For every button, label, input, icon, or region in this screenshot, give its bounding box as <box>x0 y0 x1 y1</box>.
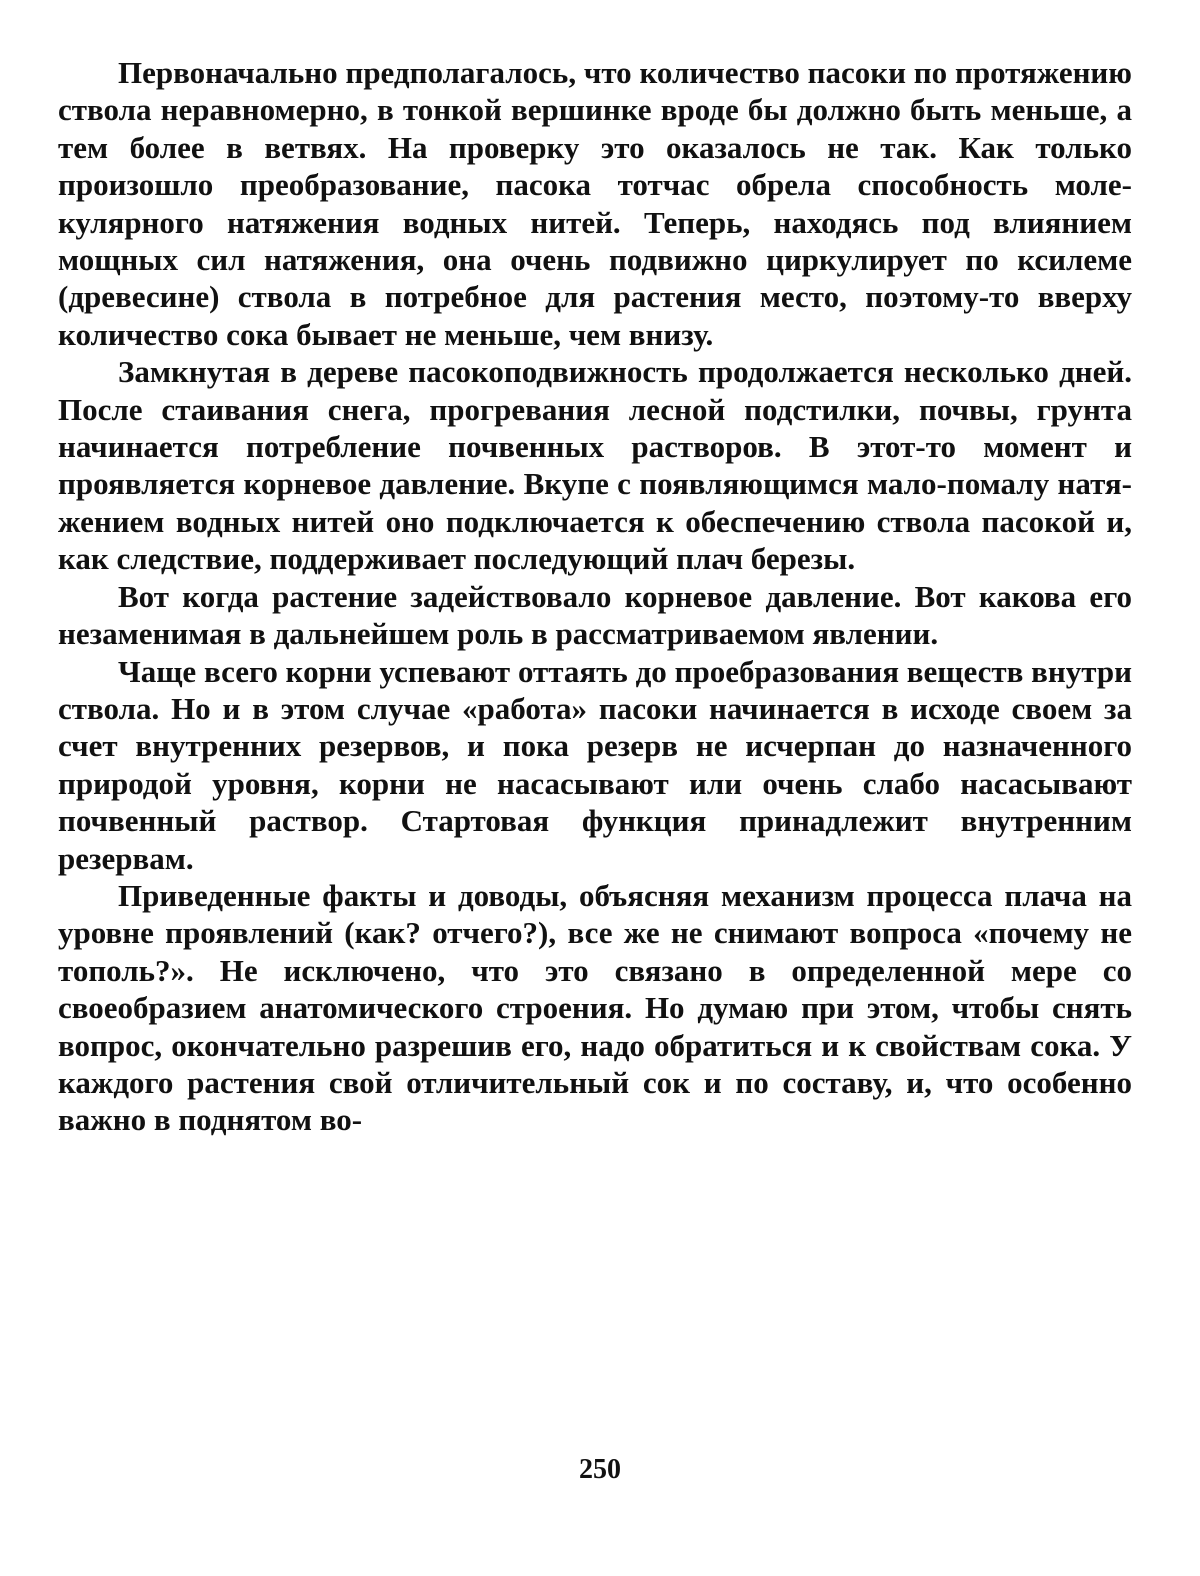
paragraph-4: Чаще всего корни успевают оттаять до проебразования веществ внутри ствола. Но и в этом случае «работа» пасоки начинается в исходе своем за счет внутренних резервов, и пока резерв не исчерпан до назначенного природой уровня, корни не насасывают или очень слабо насасывают почвенный раствор. Стартовая функция принадлежит внутренним резервам. <box>58 653 1132 876</box>
paragraph-2: Замкнутая в дереве пасокоподвижность продолжается несколько дней. После стаивания снега, прогревания лесной подстилки, почвы, грунта начинается потребление почвенных растворов. В этот-то момент и проявляется корневое давление. Вкупе с появляющимся мало-помалу натяжением водных нитей оно подключается к обеспечению ствола пасокой и, как следствие, поддерживает последующий плач березы. <box>58 354 1132 577</box>
paragraph-1: Первоначально предполагалось, что количество пасоки по протяжению ствола неравномерно, в тонкой вершинке вроде бы должно быть меньше, а тем более в ветвях. На проверку это оказалось не так. Как только произошло преобразование, пасока тотчас обрела способность молекулярного натяжения водных нитей. Теперь, находясь под влиянием мощных сил натяжения, она очень подвижно циркулирует по ксилеме (древесине) ствола в потребное для растения место, поэтому-то вверху количество сока бывает не меньше, чем внизу. <box>58 55 1132 352</box>
paragraph-3: Вот когда растение задействовало корневое давление. Вот какова его незаменимая в дальнейшем роль в рассматриваемом явлении. <box>58 578 1132 652</box>
paragraph-5: Приведенные факты и доводы, объясняя механизм процесса плача на уровне проявлений (как? отчего?), все же не снимают вопроса «почему не тополь?». Не исключено, что это связано в определенной мере со своеобразием анатомического строения. Но думаю при этом, чтобы снять вопрос, окончательно разрешив его, надо обратиться и к свойствам сока. У каждого растения свой отличительный сок и по составу, и, что особенно важно в поднятом во- <box>58 877 1132 1138</box>
page-body <box>58 54 1132 1139</box>
page-number: 250 <box>579 1454 621 1485</box>
